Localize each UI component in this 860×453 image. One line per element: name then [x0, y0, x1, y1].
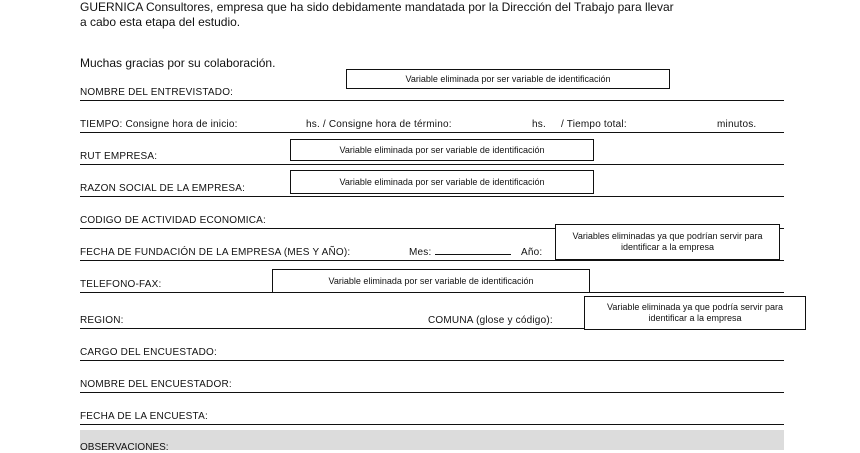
intro-line-2: a cabo esta etapa del estudio.: [80, 15, 241, 29]
label-fundacion: FECHA DE FUNDACIÓN DE LA EMPRESA (MES Y AÑO):: [80, 247, 351, 258]
label-tiempo-min: minutos.: [717, 119, 757, 130]
label-tiempo-hs2: hs.: [532, 119, 546, 130]
label-region: REGION:: [80, 315, 124, 326]
intro-line-1: GUERNICA Consultores, empresa que ha sido debidamente mandatada por la Dirección del Trabajo para llevar: [80, 0, 674, 14]
label-telefono: TELEFONO-FAX:: [80, 279, 162, 290]
label-mes: Mes:: [409, 247, 432, 258]
blank-mes: [435, 246, 511, 255]
label-comuna: COMUNA (glose y código):: [428, 315, 553, 326]
label-tiempo: TIEMPO: Consigne hora de inicio:: [80, 119, 238, 130]
thanks-text: Muchas gracias por su colaboración.: [80, 56, 276, 70]
note-telefono: Variable eliminada por ser variable de identificación: [272, 269, 590, 293]
note-entrevistado: Variable eliminada por ser variable de identificación: [346, 69, 670, 89]
row-tiempo: [80, 114, 784, 133]
observaciones-band: [80, 430, 784, 453]
note-rut: Variable eliminada por ser variable de identificación: [290, 139, 594, 161]
label-cargo: CARGO DEL ENCUESTADO:: [80, 347, 217, 358]
label-entrevistado: NOMBRE DEL ENTREVISTADO:: [80, 87, 234, 98]
row-fecha-encuesta: [80, 406, 784, 425]
label-encuestador: NOMBRE DEL ENCUESTADOR:: [80, 379, 232, 390]
fundacion-mes: [409, 246, 515, 258]
note-fundacion: Variables eliminadas ya que podrían servir para identificar a la empresa: [555, 224, 780, 260]
label-tiempo-total: / Tiempo total:: [561, 119, 627, 130]
note-comuna: Variable eliminada ya que podría servir para identificar a la empresa: [584, 296, 806, 330]
label-fecha-encuesta: FECHA DE LA ENCUESTA:: [80, 411, 208, 422]
intro-paragraph: [80, 0, 780, 30]
label-rut: RUT EMPRESA:: [80, 151, 158, 162]
note-razon: Variable eliminada por ser variable de identificación: [290, 170, 594, 194]
label-razon: RAZON SOCIAL DE LA EMPRESA:: [80, 183, 246, 194]
label-anio: Año:: [521, 247, 543, 258]
label-codigo: CODIGO DE ACTIVIDAD ECONOMICA:: [80, 215, 267, 226]
label-observaciones: OBSERVACIONES:: [80, 442, 169, 453]
row-encuestador: [80, 374, 784, 393]
label-tiempo-hs1: hs. / Consigne hora de término:: [306, 119, 452, 130]
row-cargo: [80, 342, 784, 361]
